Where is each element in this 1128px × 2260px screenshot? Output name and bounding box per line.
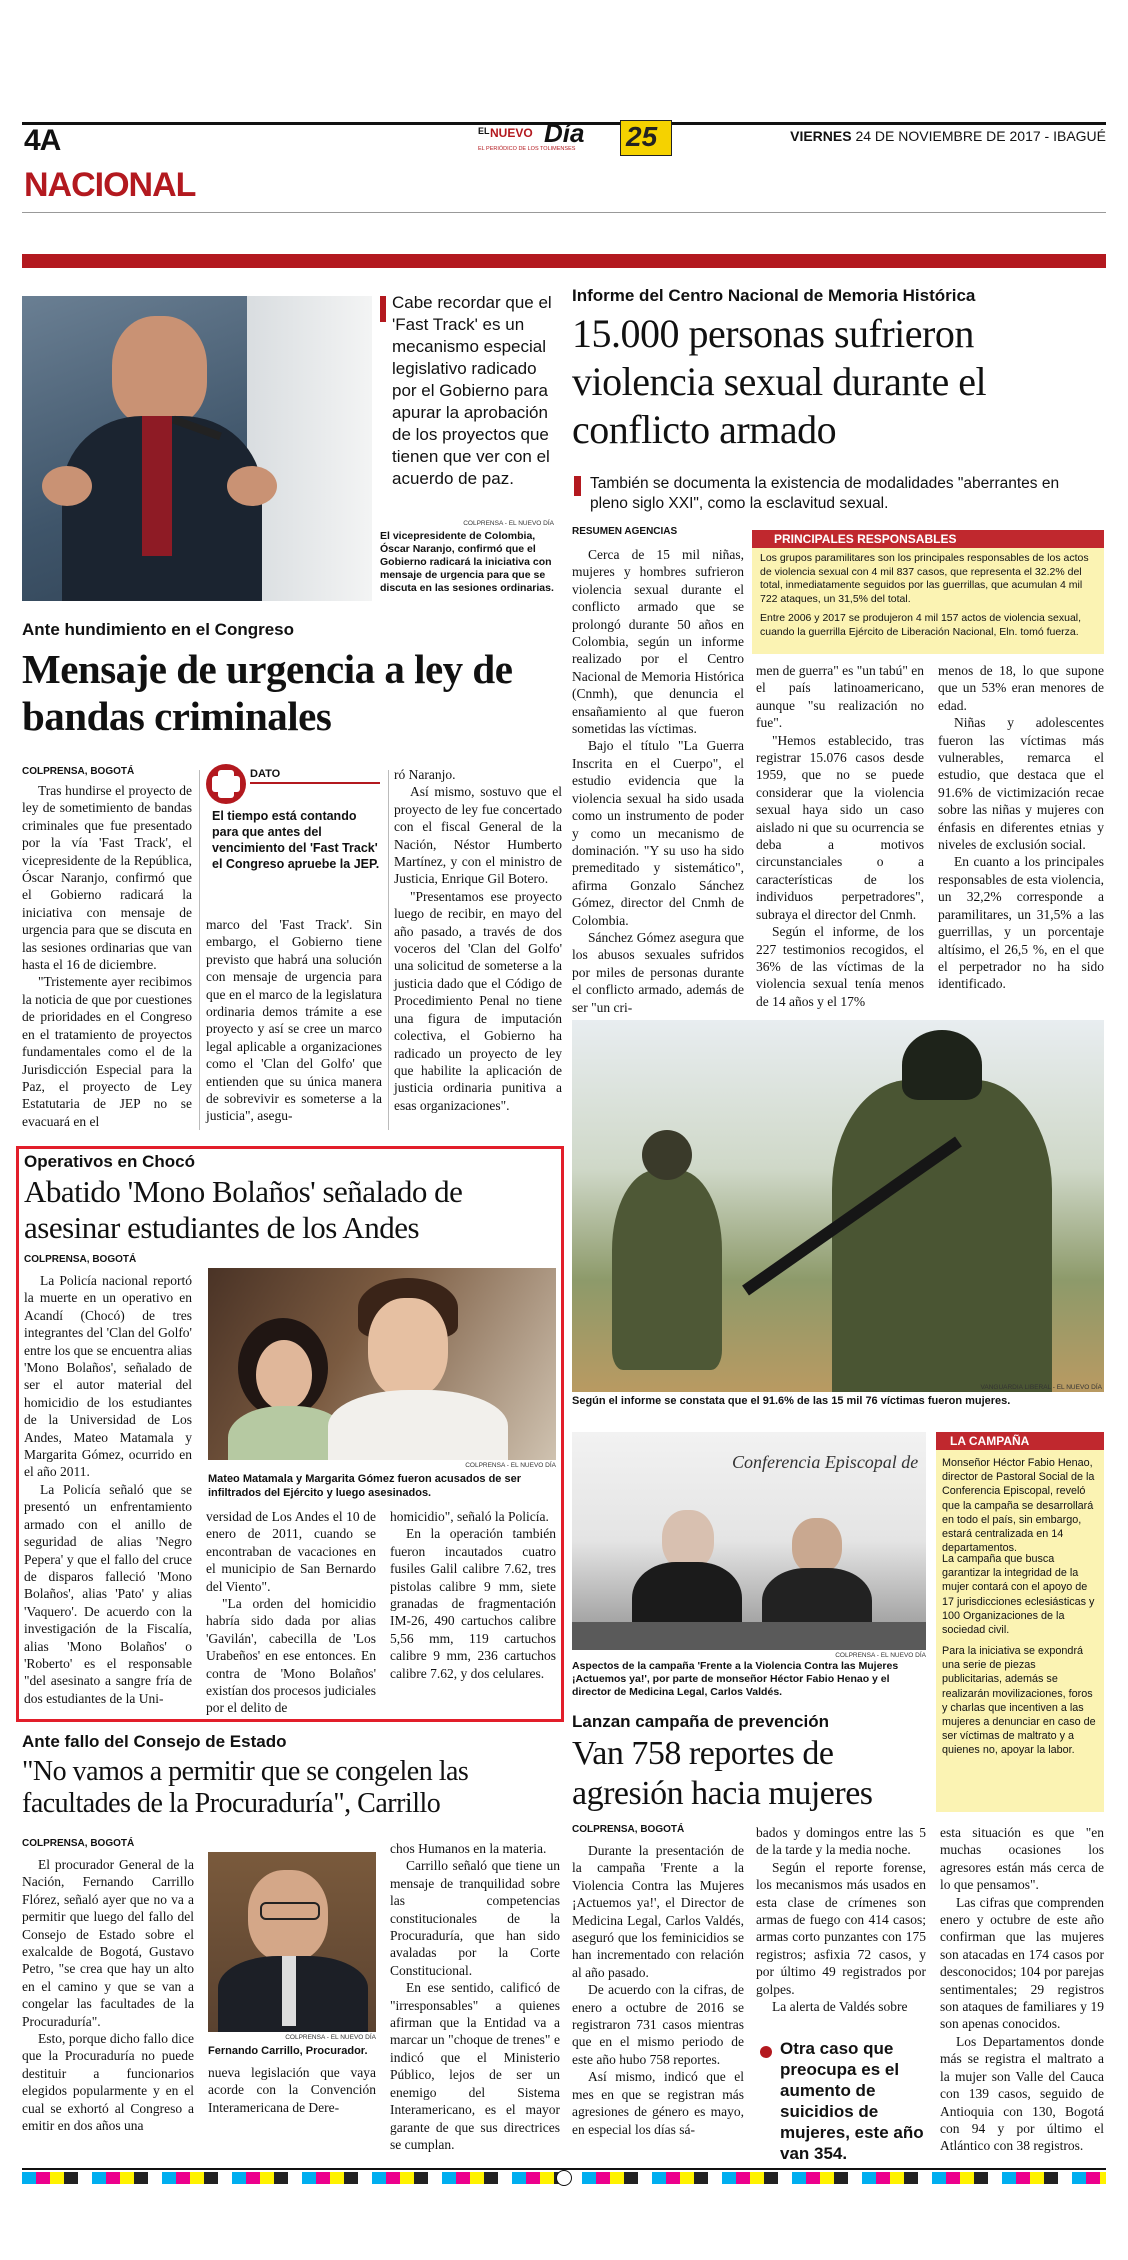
carrillo-photo [208,1852,376,2032]
art1-kicker: Ante hundimiento en el Congreso [22,620,295,639]
art2-col2-p1: versidad de Los Andes el 10 de enero de 2011, cuando se encontraban de vacaciones en el municipio de San Bernardo del Viento". [206,1509,376,1594]
art4-headline: 15.000 personas sufrieron violencia sexual durante el conflicto armado [572,311,987,452]
students-photo [208,1268,556,1460]
photo-banner-text-1: Conferencia [732,1452,821,1472]
subhead-marker [574,476,581,496]
art2-kicker: Operativos en Chocó [24,1152,195,1171]
quote-marker [380,296,386,322]
art1-pull-quote: Cabe recordar que el 'Fast Track' es un mecanismo especial legislativo radicado por el Gobierno para apurar la aprobación de los proyectos que tienen que ver con el acuerdo de paz. [392,293,552,488]
art5-col2 [756,1824,926,2015]
art1-byline: COLPRENSA, BOGOTÁ [22,766,135,777]
responsables-p2: Entre 2006 y 2017 se produjeron 4 mil 157 actos de violencia sexual, cuando la guerrilla Ejército de Liberación Nacional, Eln. tomó fuerza. [760,612,1082,638]
art1-col3 [394,766,562,1114]
art3-col3 [390,1840,560,2153]
art4-col1-p2: Bajo el título "La Guerra Inscrita en el Cuerpo", el estudio evidencia que la violencia sexual ha sido usada como un instrumento de poder y como un mecanismo de dominación. "Y su uso ha sido premeditado y sistemático", afirma Gonzalo Sánchez Gómez, director del Cnmh de Colombia. [572,738,744,928]
responsables-p1: Los grupos paramilitares son los principales responsables de los actos de violencia sexual con 4 mil 837 casos, que representa el 32.2% del total, inmediatamente seguidos por las guerrillas, que acumulan 4 mil 722 ataques, un 31,5% del total. [760,552,1089,605]
art4-col2 [756,662,924,1010]
art5-photo-caption: Aspectos de la campaña 'Frente a la Violencia Contra las Mujeres ¡Actuemos ya!', por parte de monseñor Héctor Fabio Henao y el director de Medicina Legal, Carlos Valdés. [572,1660,899,1698]
art4-byline: RESUMEN AGENCIAS [572,526,678,537]
art3-col3-p3: En ese sentido, calificó de "irresponsables" a quienes afirman que la Entidad va a marcar un "choque de trenes" e indicó que el Ministerio Público, lejos de ser un enemigo del Sistema Interamericano, es el mayor garante de que sus directrices se cumplan. [390,1980,560,2152]
art1-col1-p2: "Tristemente ayer recibimos la noticia de que por cuestiones de prioridades en el Congreso en el tratamiento de proyectos fundamentales como el de la Jurisdicción Especial para la Paz, el proyecto de Ley Estatutaria de JEP no se evacuará en el [22,974,192,1129]
art1-col2 [206,916,382,1125]
art3-col1 [22,1856,194,2135]
art2-col3-p2: En la operación también fueron incautados cuatro fusiles Galil calibre 7.62, tres pistolas calibre 9 mm, siete granadas de fragmentación IM-26, 490 cartuchos calibre 5,56 mm, 119 cartuchos calibre 9 mm, 236 cartuchos calibre 7.62, y dos celulares. [390,1526,556,1681]
section-name: NACIONAL [24,166,196,204]
art1-col3-p1: ró Naranjo. [394,767,456,782]
art3-col3-p1: chos Humanos en la materia. [390,1841,547,1856]
art4-photo-credit: VANGUARDIA LIBERAL - EL NUEVO DÍA [980,1384,1102,1391]
art4-col2-p1: men de guerra" es "un tabú" en el país latinoamericano, aunque "su realización no fue". [756,663,924,731]
photo-banner [732,1452,926,1492]
art5-col3 [940,1824,1104,2155]
art1-col3-p2: Así mismo, sostuvo que el proyecto de ley fue concertado con el fiscal General de la Nación, Néstor Humberto Martínez, y con el ministro de Justicia, Enrique Gil Botero. [394,784,562,887]
red-bar [22,254,1106,268]
art4-col1 [572,546,744,1016]
art2-byline: COLPRENSA, BOGOTÁ [24,1254,137,1265]
campaign-p1: Monseñor Héctor Fabio Henao, director de Pastoral Social de la Conferencia Episcopal, reveló que la campaña se desarrollará en todo el país, sin embargo, estará centralizada en 14 departamentos. [942,1457,1095,1555]
conference-photo [572,1432,926,1650]
art5-col1 [572,1842,744,2138]
photo-banner-text-2: Episcopal de [824,1452,919,1472]
dato-box [206,764,386,904]
logo-dia: Día [544,118,585,148]
anniversary-number: 25 [626,121,658,152]
dato-icon [206,764,246,804]
art3-kicker: Ante fallo del Consejo de Estado [22,1732,287,1751]
art2-photo-credit: COLPRENSA - EL NUEVO DÍA [465,1462,556,1469]
page-number: 4A [24,124,61,157]
art2-col2-p2: "La orden del homicidio habría sido dada por alias 'Gavilán', cabecilla de 'Los Urabeños' en ese entonces. En contra de 'Mono Bolaños' existían dos procesos judiciales por el delito de [206,1596,376,1716]
newspaper-logo [478,118,618,158]
art4-col1-p3: Sánchez Gómez asegura que los abusos sexuales sufridos por miles de personas durante el conflicto armado, además de ser "un cri- [572,929,744,1015]
issue-date [790,128,1106,144]
logo-nuevo: NUEVO [490,126,533,140]
section-rule [22,212,1106,213]
art2-photo-caption: Mateo Matamala y Margarita Gómez fueron acusados de ser infiltrados del Ejército y luego asesinados. [208,1473,521,1499]
art5-col1-p2: De acuerdo con la cifras, de enero a octubre de 2016 se registraron 731 casos mientras que en el mismo periodo de este año hubo 758 reportes. [572,1982,744,2067]
art2-col2 [206,1508,376,1717]
art3-headline: "No vamos a permitir que se congelen las facultades de la Procuraduría", Carrillo [22,1756,469,1819]
art5-col1-p3: Así mismo, indicó que el mes en que se registran más agresiones de género es mayo, en especial los días sá- [572,2069,744,2137]
art5-col2-p2: Según el reporte forense, los mecanismos más usados en esta clase de crímenes son armas de fuego con 414 casos; armas corto punzantes con 175 registros; asfixia 72 casos, y por último 49 registrados por golpes. [756,1859,926,1997]
art5-col2-p1: bados y domingos entre las 5 de la tarde y la media noche. [756,1825,926,1858]
art2-col1-p1: La Policía nacional reportó la muerte en un operativo en Acandí (Chocó) de tres integrantes del 'Clan del Golfo' entre los que se encuentra alias 'Mono Bolaños', señalado de ser el autor material del homicidio de los estudiantes de la Universidad de Los Andes, Mateo Matamala y Margarita Gómez, ocurrido en el año 2011. [24,1273,192,1480]
art4-col3-p3: En cuanto a los principales responsables de esta violencia, un 32,2% corresponde a paramilitares, un 31,5% a las guerrillas, y un porcentaje altísimo, el 26,5 %, en el que el perpetrador no ha sido identificado. [938,854,1104,992]
art5-col3-p3: Los Departamentos donde más se registra el maltrato a la mujer son Valle del Cauca con 139 casos, seguido de Antioquia con 130, Bogotá con 94 y por último el Atlántico con 38 registros. [940,2033,1104,2154]
art5-col3-p2: Las cifras que comprenden enero y octubre de este año confirman que las mujeres son atacadas en 174 casos por desconocidos; 104 por parejas sentimentales; 29 registros son ataques de familiares y 19 son apenas conocidos. [940,1894,1104,2032]
naranjo-photo [22,296,372,601]
art1-col1-p1: Tras hundirse el proyecto de ley de sometimiento de bandas criminales que fue presentado por la vía 'Fast Track', el vicepresidente de la República, Óscar Naranjo, confirmó que el Gobierno radicará la iniciativa con mensaje de urgencia para que se discuta en las sesiones ordinarias que van hasta el 16 de diciembre. [22,783,192,973]
art4-col3-p1: menos de 18, lo que supone que un 53% eran menores de edad. [938,663,1104,713]
art5-col3-p1: esta situación es que "en muchas ocasiones los agresores están más cerca de lo que pensamos". [940,1825,1104,1893]
col-divider [199,770,200,1130]
art3-byline: COLPRENSA, BOGOTÁ [22,1838,135,1849]
responsables-box [752,530,1104,654]
art3-photo-caption: Fernando Carrillo, Procurador. [208,2045,368,2057]
art3-col2-p1: nueva legislación que vaya acorde con la Convención Interamericana de Dere- [208,2065,376,2115]
art4-col3-p2: Niñas y adolescentes fueron las víctimas más vulnerables, remarca el estudio, que destaca que el 91.6% de victimización recae sobre las niñas y mujeres con énfasis en diferentes etnias y niveles de exclusión social. [938,715,1104,853]
anniversary-badge [620,120,672,156]
art4-col3 [938,662,1104,993]
art2-col1 [24,1272,192,1707]
art3-col3-p2: Carrillo señaló que tiene un mensaje de tranquilidad sobre las competencias constitucionales de la Procuraduría, que han sido avaladas por la Corte Constitucional. [390,1858,560,1978]
pull-quote-bullet [760,2046,772,2058]
date-day: VIERNES [790,128,852,144]
art1-col2-p1: marco del 'Fast Track'. Sin embargo, el Gobierno tiene previsto que habrá una solución con mensaje de urgencia para que en el marco de la legislatura ordinaria demos trámite a ese proyecto y así se cree un marco legal aplicable a organizaciones como el 'Clan del Golfo' que entienden que su única manera de sobrevivir es someterse a la justicia", asegu- [206,917,382,1124]
date-rest: 24 DE NOVIEMBRE DE 2017 - IBAGUÉ [855,128,1106,144]
campaign-box [936,1432,1104,1812]
dato-title: DATO [250,768,380,784]
art5-pull-quote: Otra caso que preocupa es el aumento de suicidios de mujeres, este año van 354. [780,2039,924,2163]
responsables-title: PRINCIPALES RESPONSABLES [752,530,1104,548]
art2-col3-p1: homicidio", señaló la Policía. [390,1509,549,1524]
col-divider [388,770,389,1130]
art5-kicker: Lanzan campaña de prevención [572,1712,829,1731]
art5-col1-p1: Durante la presentación de la campaña 'Frente a la Violencia Contra las Mujeres ¡Actuemos ya!', el Director de Medicina Legal, Carlos Valdés, aseguró que los feminicidios se han incrementado con relación al año pasado. [572,1843,744,1980]
art4-photo-caption: Según el informe se constata que el 91.6% de las 15 mil 76 víctimas fueron mujeres. [572,1395,1011,1407]
art5-photo-credit: COLPRENSA - EL NUEVO DÍA [835,1652,926,1659]
art4-col2-p2: "Hemos establecido, tras registrar 15.076 casos desde 1959, que no se puede considerar que la violencia sexual haya sido un caso aislado ni que su ocurrencia se deba a motivos circunstanciales o a características de los individuos perpetradores", subraya el director del Cnmh. [756,732,924,922]
registration-mark [556,2170,572,2186]
art3-col2 [208,2064,376,2116]
campaign-p2: La campaña que busca garantizar la integridad de la mujer contará con el apoyo de 17 jurisdicciones eclesiásticas y 100 Organizaciones de la sociedad civil. [942,1553,1095,1637]
art3-col1-p2: Esto, porque dicho fallo dice que la Procuraduría no puede destituir a funcionarios elegidos popularmente y en el cual se exhortó al Congreso a emitir en dos años una [22,2031,194,2134]
art4-kicker: Informe del Centro Nacional de Memoria Histórica [572,286,976,305]
logo-el: EL [478,126,490,136]
dato-text: El tiempo está contando para que antes del vencimiento del 'Fast Track' el Congreso apruebe la JEP. [212,809,380,871]
soldiers-photo [572,1020,1104,1392]
art5-byline: COLPRENSA, BOGOTÁ [572,1824,685,1835]
art1-col3-p3: "Presentamos ese proyecto luego de recibir, en mayo del año pasado, a través de dos voceros del 'Clan del Golfo' una solicitud de someterse a la justicia dado que el Código de Procedimiento Penal no tiene una figura de imputación colectiva, el Gobierno ha radicado un proyecto de ley que habilite la aplicación de justicia ordinaria punitiva a esas organizaciones". [394,888,562,1113]
art5-col2-p3: La alerta de Valdés sobre [772,1999,908,2015]
campaign-p3: Para la iniciativa se expondrá una serie de piezas publicitarias, además se realizarán movilizaciones, foros y charlas que incentiven a las mujeres a denunciar en caso de ser víctimas de maltrato y a quienes no, apoyar la labor. [942,1645,1096,1757]
art1-col1 [22,782,192,1130]
campaign-title: LA CAMPAÑA [936,1432,1104,1450]
art3-col1-p1: El procurador General de la Nación, Fernando Carrillo Flórez, señaló ayer que no va a permitir que luego del fallo del Consejo de Estado sobre el exalcalde de Bogotá, Gustavo Petro, "se crea que hay un alto en el camino y que se van a congelar las facultades de la Procuraduría". [22,1857,194,2029]
art1-photo-credit: COLPRENSA - EL NUEVO DÍA [463,520,554,527]
art4-col2-p3: Según el informe, de los 227 testimonios recogidos, el 36% de las víctimas de la violencia sexual tenía menos de 14 años y el 17% [756,924,924,1009]
art2-col3 [390,1508,556,1682]
art1-photo-caption: El vicepresidente de Colombia, Óscar Naranjo, confirmó que el Gobierno radicará la iniciativa con mensaje de urgencia para que se discuta en las sesiones ordinarias. [380,530,554,594]
art4-col1-p1: Cerca de 15 mil niñas, mujeres y hombres sufrieron violencia sexual durante el conflicto armado que se prolongó durante 50 años en Colombia, según un informe realizado por el Centro Nacional de Memoria Histórica (Cnmh), que denuncia el ensañamiento al que fueron sometidas las víctimas. [572,547,744,737]
art3-photo-credit: COLPRENSA - EL NUEVO DÍA [285,2034,376,2041]
art4-subhead: También se documenta la existencia de modalidades "aberrantes en pleno siglo XXI", como la esclavitud sexual. [590,475,1060,512]
art2-headline: Abatido 'Mono Bolaños' señalado de asesinar estudiantes de los Andes [24,1174,463,1245]
art1-headline: Mensaje de urgencia a ley de bandas criminales [22,646,513,739]
art5-headline: Van 758 reportes de agresión hacia mujeres [572,1735,873,1812]
logo-tagline: EL PERIÓDICO DE LOS TOLIMENSES [478,146,576,152]
art2-col1-p2: La Policía señaló que se presentó un enfrentamiento armado con el anillo de seguridad de alias 'Negro Pepera' y que el fallo del cruce de disparos falleció 'Mono Bolaños', alias 'Pato' y alias 'Vaquero'. De acuerdo con la investigación de la Fiscalía, alias 'Mono Bolaños' o 'Roberto' es el responsable "del asesinato a sangre fría de dos estudiantes de la Uni- [24,1481,192,1706]
